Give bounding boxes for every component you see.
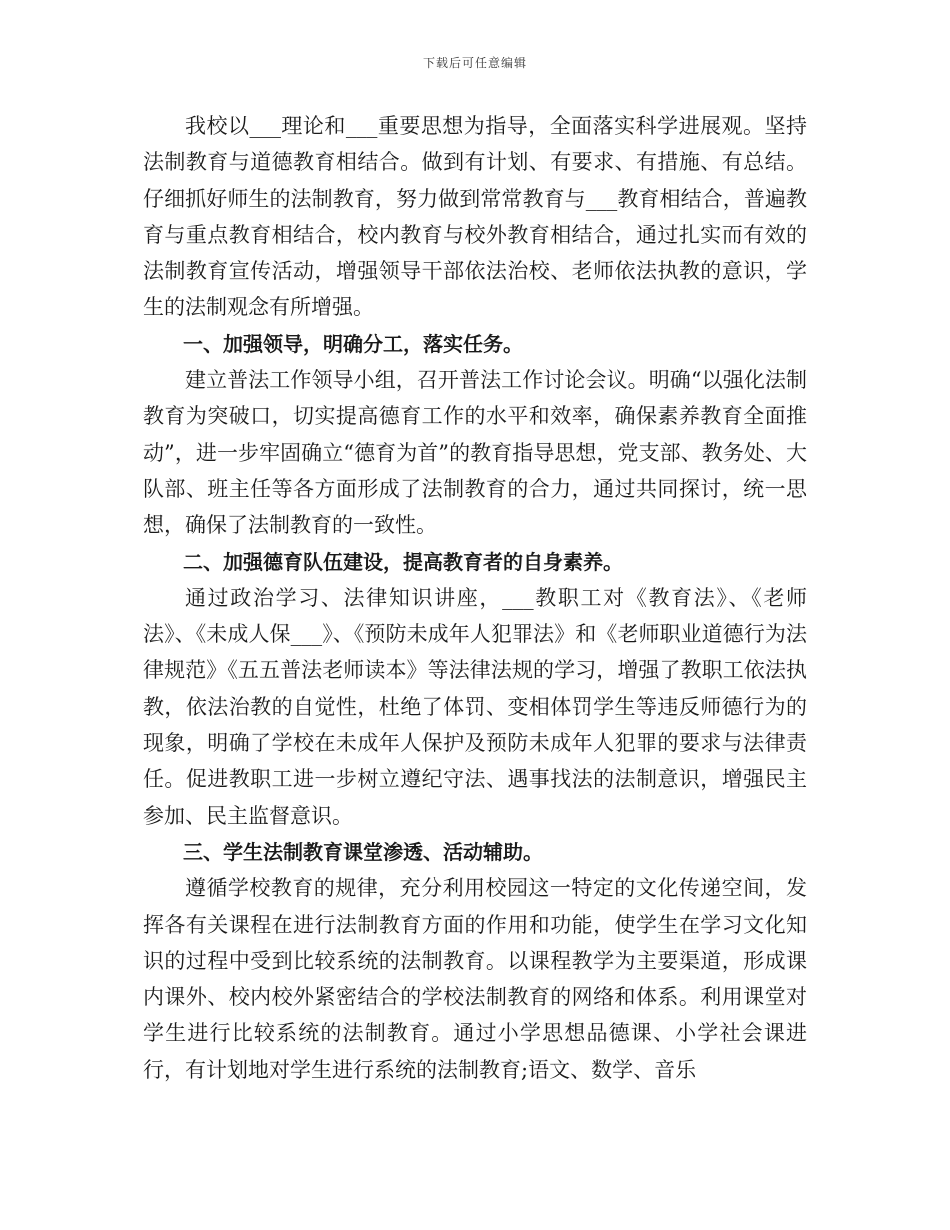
section-1-paragraph: 建立普法工作领导小组，召开普法工作讨论会议。明确“以强化法制教育为突破口，切实提高德育工作的水平和效率，确保素养教育全面推动”，进一步牢固确立“德育为首”的教育指导思想，党支部、教务处、大队部、班主任等各方面形成了法制教育的合力，通过共同探讨，统一思想，确保了法制教育的一致性。 (143, 368, 807, 538)
header-note: 下载后可任意编辑 (422, 56, 527, 70)
section-heading-2: 二、加强德育队伍建设，提高教育者的自身素养。 (183, 549, 623, 574)
section-heading-1: 一、加强领导，明确分工，落实任务。 (183, 331, 523, 356)
section-heading-3: 三、学生法制教育课堂渗透、活动辅助。 (183, 839, 543, 864)
section-2-paragraph: 通过政治学习、法律知识讲座，___教职工对《教育法》、《老师法》、《未成人保___》、《预防未成年人犯罪法》和《老师职业道德行为法律规范》《五五普法老师读本》等法律法规的学习，增强了教职工依法执教，依法治教的自觉性，杜绝了体罚、变相体罚学生等违反师德行为的现象，明确了学校在未成年人保护及预防未成年人犯罪的要求与法律责任。促进教职工进一步树立遵纪守法、遇事找法的法制意识，增强民主参加、民主监督意识。 (143, 585, 807, 828)
section-3-paragraph: 遵循学校教育的规律，充分利用校园这一特定的文化传递空间，发挥各有关课程在进行法制教育方面的作用和功能，使学生在学习文化知识的过程中受到比较系统的法制教育。以课程教学为主要渠道，形成课内课外、校内校外紧密结合的学校法制教育的网络和体系。利用课堂对学生进行比较系统的法制教育。通过小学思想品德课、小学社会课进行，有计划地对学生进行系统的法制教育;语文、数学、音乐 (143, 876, 807, 1082)
document-body (143, 108, 807, 1088)
intro-paragraph: 我校以___理论和___重要思想为指导，全面落实科学进展观。坚持法制教育与道德教育相结合。做到有计划、有要求、有措施、有总结。仔细抓好师生的法制教育，努力做到常常教育与___教育相结合，普遍教育与重点教育相结合，校内教育与校外教育相结合，通过扎实而有效的法制教育宣传活动，增强领导干部依法治校、老师依法执教的意识，学生的法制观念有所增强。 (143, 114, 807, 320)
